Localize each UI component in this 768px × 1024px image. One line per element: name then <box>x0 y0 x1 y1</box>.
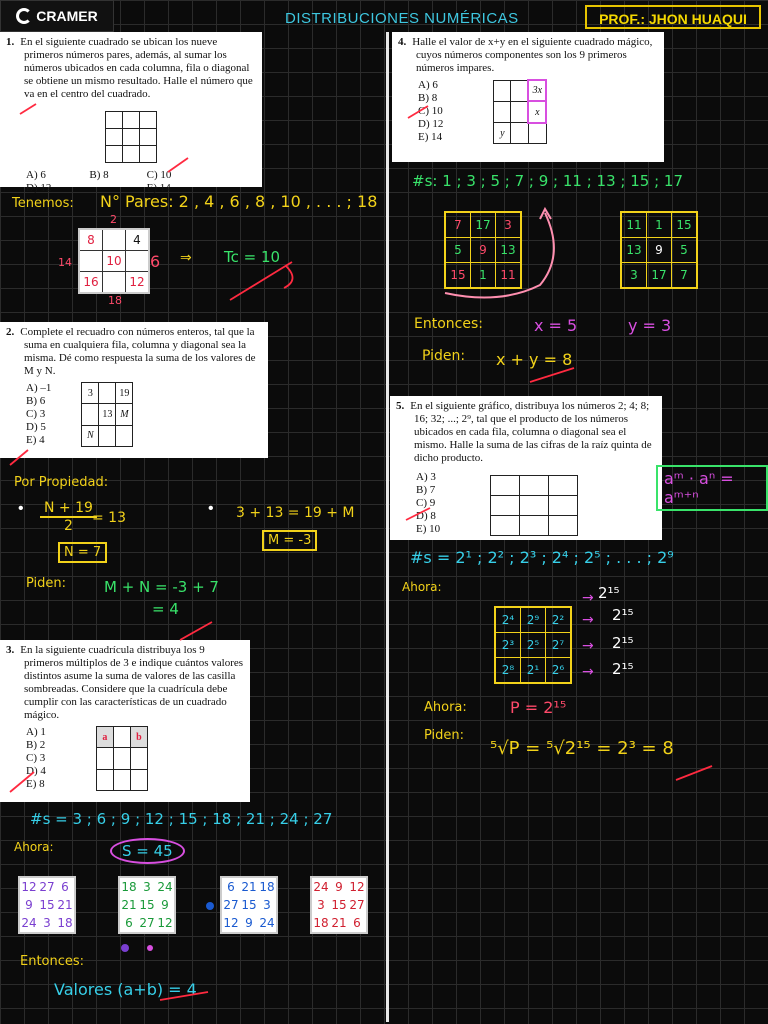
rotation-arrow-icon <box>440 205 570 305</box>
option-a: A) –1 <box>26 382 52 394</box>
piden-label: Piden: <box>422 348 466 364</box>
odd-list: #s: 1 ; 3 ; 5 ; 7 ; 9 ; 11 ; 13 ; 15 ; 17 <box>412 172 683 190</box>
product-result: P = 2¹⁵ <box>510 698 567 717</box>
tc-result: Tc = 10 <box>224 248 281 266</box>
fraction: N + 19 2 <box>40 500 97 534</box>
row-product: 2¹⁵ <box>612 634 634 652</box>
bullet-icon: • <box>18 500 24 517</box>
problem-grid: a b <box>96 726 148 791</box>
arrow-icon: → <box>582 590 594 606</box>
magic-sum: S = 45 <box>110 838 185 864</box>
option-c: C) 3 <box>26 752 46 764</box>
option-c: C) 3 <box>26 408 46 420</box>
solution-square-1: 12 27 6 9 15 21 24 3 18 <box>18 876 76 934</box>
arrow-icon: → <box>582 638 594 654</box>
problem-grid: 3x x y <box>493 79 547 144</box>
option-a: A) 1 <box>26 726 46 738</box>
entonces-label: Entonces: <box>414 316 483 332</box>
bullet-icon: • <box>208 500 214 517</box>
piden-label: Piden: <box>424 728 465 743</box>
tenemos-label: Tenemos: <box>12 196 74 211</box>
column-divider <box>386 32 389 1022</box>
option-d: D) 4 <box>26 765 46 777</box>
entonces-label: Entonces: <box>20 954 85 969</box>
pares-list: N° Pares: 2 , 4 , 6 , 8 , 10 , . . . ; 18 <box>100 192 378 211</box>
p4-square-a: 7 17 3 5 9 13 15 1 11 <box>444 211 522 289</box>
option-e: E) 10 <box>416 523 441 535</box>
option-e: E) 4 <box>26 434 45 446</box>
option-e: E) 14 <box>146 182 171 194</box>
option-d: D) 8 <box>416 510 436 522</box>
problem-4-card: 4. Halle el valor de x+y en el siguiente cuadrado mágico, cuyos números componentes son los 9 primeros números impares. A) 6 B) 8 C) 10 D) 12 E) 14 3x x y <box>392 32 664 162</box>
option-b: B) 7 <box>416 484 436 496</box>
solution-square-4: 24 9 12 3 15 27 18 21 6 <box>310 876 368 934</box>
solution-square-2: 18 3 24 21 15 9 6 27 12 <box>118 876 176 934</box>
xy-result: x + y = 8 <box>496 350 573 369</box>
option-a: A) 3 <box>416 471 436 483</box>
powers-list: #s = 2¹ ; 2² ; 2³ ; 2⁴ ; 2⁵ ; . . . ; 2⁹ <box>410 548 674 567</box>
problem-grid <box>490 475 578 536</box>
n-result: N = 7 <box>58 542 107 563</box>
problem-5-card: 5. En el siguiente gráfico, distribuya los números 2; 4; 8; 16; 32; ...; 2⁹, tal que el producto de los números ubicados en cada fila, columna o diagonal sea el mismo. Halle la suma de las cifras de la raíz quinta de dicho producto. A) 3 B) 7 C) 9 D) 8 E) 10 <box>390 396 662 540</box>
x-result: x = 5 <box>534 316 578 335</box>
arrow-icon: ⇒ <box>180 250 192 266</box>
option-e: E) 14 <box>418 131 443 143</box>
problem-text: En el siguiente cuadrado se ubican los nueve primeros números pares, además, al sumar los números ubicados en cada columna, fila o diagonal se obtiene un mismo resultado. Halle el número que va en el centro del cuadrado. <box>20 36 253 100</box>
page-title: DISTRIBUCIONES NUMÉRICAS <box>285 10 519 27</box>
option-d: D) 12 <box>26 182 52 194</box>
logo-c-icon <box>16 8 32 24</box>
row-product: 2¹⁵ <box>612 606 634 624</box>
multiples-list: #s = 3 ; 6 ; 9 ; 12 ; 15 ; 18 ; 21 ; 24 ; 27 <box>30 810 333 828</box>
row-product: 2¹⁵ <box>598 584 620 602</box>
teacher-badge: PROF.: JHON HUAQUI <box>585 5 761 29</box>
arrow-icon: → <box>582 612 594 628</box>
left-sum: 14 <box>58 256 72 269</box>
option-c: C) 10 <box>418 105 443 117</box>
p1-solution-square: 8 4 10 16 12 <box>78 228 150 294</box>
propiedad-label: Por Propiedad: <box>14 475 109 490</box>
solution-square-3: 6 21 18 27 15 3 12 9 24 <box>220 876 278 934</box>
exponent-rule: aᵐ · aⁿ = aᵐ⁺ⁿ <box>656 465 768 511</box>
y-result: y = 3 <box>628 316 672 335</box>
top-sum: 2 <box>110 213 117 226</box>
m-result: M = -3 <box>262 530 317 551</box>
problem-grid <box>105 111 157 163</box>
cramer-logo: CRAMER <box>0 0 114 32</box>
option-a: A) 6 <box>418 79 438 91</box>
p4-square-b: 11 1 15 13 9 5 3 17 7 <box>620 211 698 289</box>
option-a: A) 6 <box>26 169 46 181</box>
problem-1-card <box>0 32 262 194</box>
option-c: C) 9 <box>416 497 436 509</box>
option-b: B) 2 <box>26 739 46 751</box>
option-d: D) 12 <box>418 118 444 130</box>
root-result: ⁵√P = ⁵√2¹⁵ = 2³ = 8 <box>490 738 674 759</box>
problem-grid: 3 19 13 M N <box>81 382 133 447</box>
problem-number: 1. <box>6 36 15 48</box>
option-b: B) 6 <box>26 395 46 407</box>
option-d: D) 5 <box>26 421 46 433</box>
right-sum: 6 <box>150 252 161 271</box>
problem-3-card: 3. En la siguiente cuadrícula distribuya los 9 primeros múltiplos de 3 e indique cuántos valores distintos asume la suma de valores de las casilla sombreadas. Considere que la cuadrícula debe cumplir con las características de un cuadrado mágico. A) 1 B) 2 C) 3 D) 4 E) 8 a b <box>0 640 250 802</box>
option-c: C) 10 <box>146 169 172 181</box>
p5-square: 2⁴ 2⁹ 2² 2³ 2⁵ 2⁷ 2⁸ 2¹ 2⁶ <box>494 606 572 684</box>
piden-label: Piden: <box>26 576 67 591</box>
arrow-icon: → <box>582 664 594 680</box>
option-b: B) 8 <box>418 92 438 104</box>
row-product: 2¹⁵ <box>612 660 634 678</box>
valores-result: Valores (a+b) = 4 <box>54 980 197 999</box>
option-e: E) 8 <box>26 778 45 790</box>
option-b: B) 8 <box>89 169 109 181</box>
bottom-sum: 18 <box>108 294 122 307</box>
problem-2-card: 2. Complete el recuadro con números enteros, tal que la suma en cualquiera fila, columna y diagonal sea la misma. Dé como respuesta la suma de los valores de M y N. A) –1 B) 6 C) 3 D) 5 E) 4 3 19 13 M N <box>0 322 268 458</box>
